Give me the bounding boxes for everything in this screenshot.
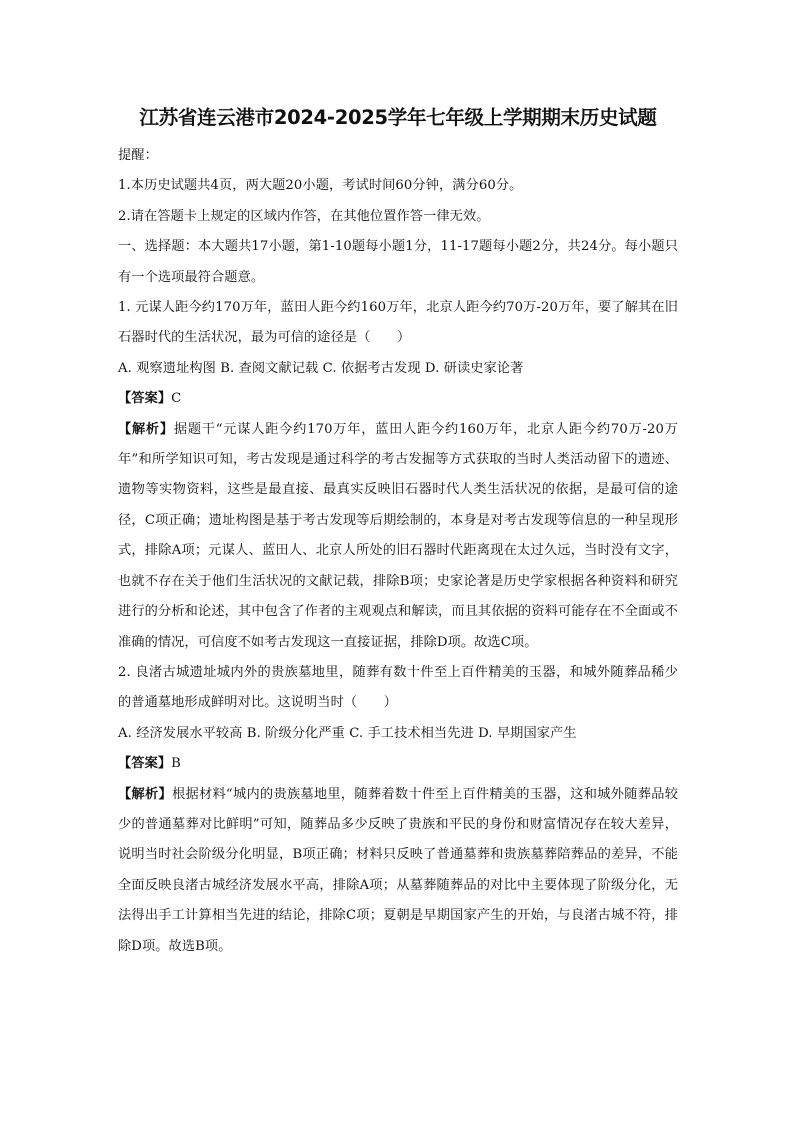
question-2 <box>118 658 678 962</box>
question-options: A. 观察遗址构图 B. 查阅文献记载 C. 依据考古发现 D. 研读史家论著 <box>118 360 524 376</box>
notice-item-1: 1.本历史试题共4页，两大题20小题，考试时间60分钟，满分60分。 <box>118 178 523 194</box>
page-title: 江苏省连云港市2024-2025学年七年级上学期期末历史试题 <box>139 106 657 129</box>
question-stem: 1. 元谋人距今约170万年，蓝田人距今约160万年，北京人距今约70万-20万年，要了解其在旧石器时代的生活状况，最为可信的途径是（ ） <box>118 300 678 346</box>
question-1 <box>118 293 678 658</box>
analysis-tag: 【解析】 <box>118 786 172 802</box>
answer-tag: 【答案】 <box>118 391 172 407</box>
answer-line <box>118 384 678 414</box>
notice-item-2: 2.请在答题卡上规定的区域内作答，在其他位置作答一律无效。 <box>118 208 490 224</box>
answer-value: C <box>171 391 182 407</box>
analysis-paragraph <box>118 415 678 658</box>
document-page <box>118 104 678 962</box>
section-heading: 一、选择题：本大题共17小题，第1-10题每小题1分，11-17题每小题2分，共24分。每小题只有一个选项最符合题意。 <box>118 239 678 285</box>
analysis-tag: 【解析】 <box>118 421 174 437</box>
answer-tag: 【答案】 <box>118 756 172 772</box>
notice-heading: 提醒： <box>118 148 158 163</box>
question-options: A. 经济发展水平较高 B. 阶级分化严重 C. 手工技术相当先进 D. 早期国家产生 <box>118 725 577 741</box>
answer-line <box>118 749 678 779</box>
analysis-text: 根据材料“城内的贵族墓地里，随葬着数十件至上百件精美的玉器，这和城外随葬品较少的普通墓葬对比鲜明”可知，随葬品多少反映了贵族和平民的身份和财富情况存在较大差异，说明当时社会阶级分化明显，B项正确；材料只反映了普通墓葬和贵族墓葬陪葬品的差异，不能全面反映良渚古城经济发展水平高，排除A项；从墓葬随葬品的对比中主要体现了阶级分化，无法得出手工计算相当先进的结论，排除C项；夏朝是早期国家产生的开始，与良渚古城不符，排除D项。故选B项。 <box>118 786 678 954</box>
analysis-text: 据题干“元谋人距今约170万年，蓝田人距今约160万年，北京人距今约70万-20万年”和所学知识可知，考古发现是通过科学的考古发掘等方式获取的当时人类活动留下的遗迹、遗物等实物资料，这些是最直接、最真实反映旧石器时代人类生活状况的依据，是最可信的途径，C项正确；遗址构图是基于考古发现等后期绘制的，本身是对考古发现等信息的一种呈现形式，排除A项；元谋人、蓝田人、北京人所处的旧石器时代距离现在太过久远，当时没有文字，也就不存在关于他们生活状况的文献记载，排除B项；史家论著是历史学家根据各种资料和研究进行的分析和论述，其中包含了作者的主观观点和解读，而且其依据的资料可能存在不全面或不准确的情况，可信度不如考古发现这一直接证据，排除D项。故选C项。 <box>118 421 678 650</box>
analysis-paragraph <box>118 780 678 962</box>
answer-value: B <box>171 756 181 772</box>
question-stem: 2. 良渚古城遗址城内外的贵族墓地里，随葬有数十件至上百件精美的玉器，和城外随葬品稀少的普通墓地形成鲜明对比。这说明当时（ ） <box>118 664 678 711</box>
